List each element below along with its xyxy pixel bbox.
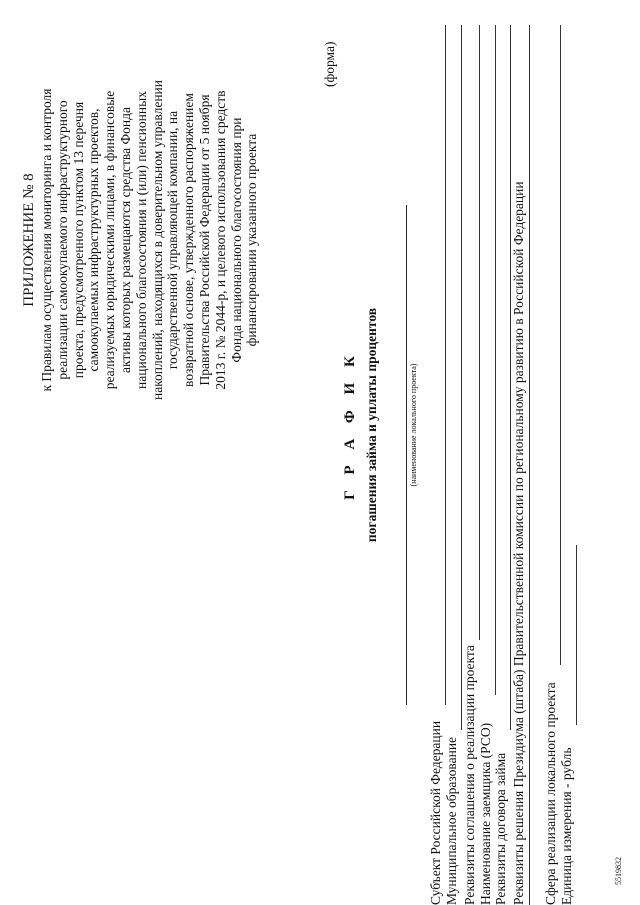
appendix-line: самоокупаемых инфраструктурных проектов,	[86, 108, 102, 372]
appendix-line: реализации самоокупаемого инфраструктурного	[54, 100, 70, 380]
form-label: (форма)	[322, 41, 337, 87]
appendix-title: ПРИЛОЖЕНИЕ № 8	[21, 173, 37, 307]
appendix-body	[39, 75, 260, 405]
field-line	[445, 25, 446, 705]
field-unit: Единица измерения - рубль	[559, 747, 574, 905]
appendix-line: Правительства Российской Федерации от 5 ноября	[196, 94, 212, 386]
appendix-line: к Правилам осуществления мониторинга и контроля	[39, 88, 54, 392]
appendix-line: активы которых размещаются средства Фонда	[117, 107, 133, 373]
field-line	[576, 545, 577, 725]
field-subject: Субъект Российской Федерации	[428, 720, 443, 905]
graph-subtitle: погашения займа и уплаты процентов	[364, 307, 379, 543]
field-line	[560, 25, 561, 665]
project-name-note: (наименование локального проекта)	[409, 363, 418, 487]
field-line	[495, 25, 496, 695]
appendix-line: финансировании указанного проекта	[244, 133, 260, 347]
appendix-block	[20, 75, 260, 405]
field-municipality: Муниципальное образование	[444, 736, 459, 905]
appendix-line: 2013 г. № 2044-р, и целевого использования средств	[212, 90, 228, 390]
appendix-line: государственной управляющей компании, на	[165, 110, 181, 370]
field-line	[529, 25, 530, 905]
appendix-line: проекта, предусмотренного пунктом 13 перечня	[70, 101, 86, 379]
document-stamp: 5519832	[614, 857, 623, 885]
appendix-line: накоплений, находящихся в доверительном управлении	[149, 79, 165, 401]
field-agreement-details: Реквизиты соглашения о реализации проекта	[462, 645, 477, 905]
project-name-line	[406, 205, 407, 705]
field-presidium-decision: Реквизиты решения Президиума (штаба) Правительственной комиссии по региональному развитию в Российской Федерации	[511, 181, 526, 905]
field-line	[461, 25, 462, 730]
appendix-line: реализуемых юридическими лицами, в финансовые	[102, 90, 118, 390]
field-borrower-name: Наименование заемщика (РСО)	[478, 722, 493, 905]
graph-title: Г Р А Ф И К	[342, 350, 358, 500]
appendix-line: Фонда национального благосостояния при	[228, 117, 244, 363]
field-project-sphere: Сфера реализации локального проекта	[543, 682, 558, 905]
field-loan-agreement: Реквизиты договора займа	[493, 752, 508, 905]
appendix-line: возвратной основе, утвержденного распоряжением	[181, 93, 197, 387]
field-line	[479, 25, 480, 640]
appendix-line: национального благосостояния и (или) пенсионных	[133, 91, 149, 389]
